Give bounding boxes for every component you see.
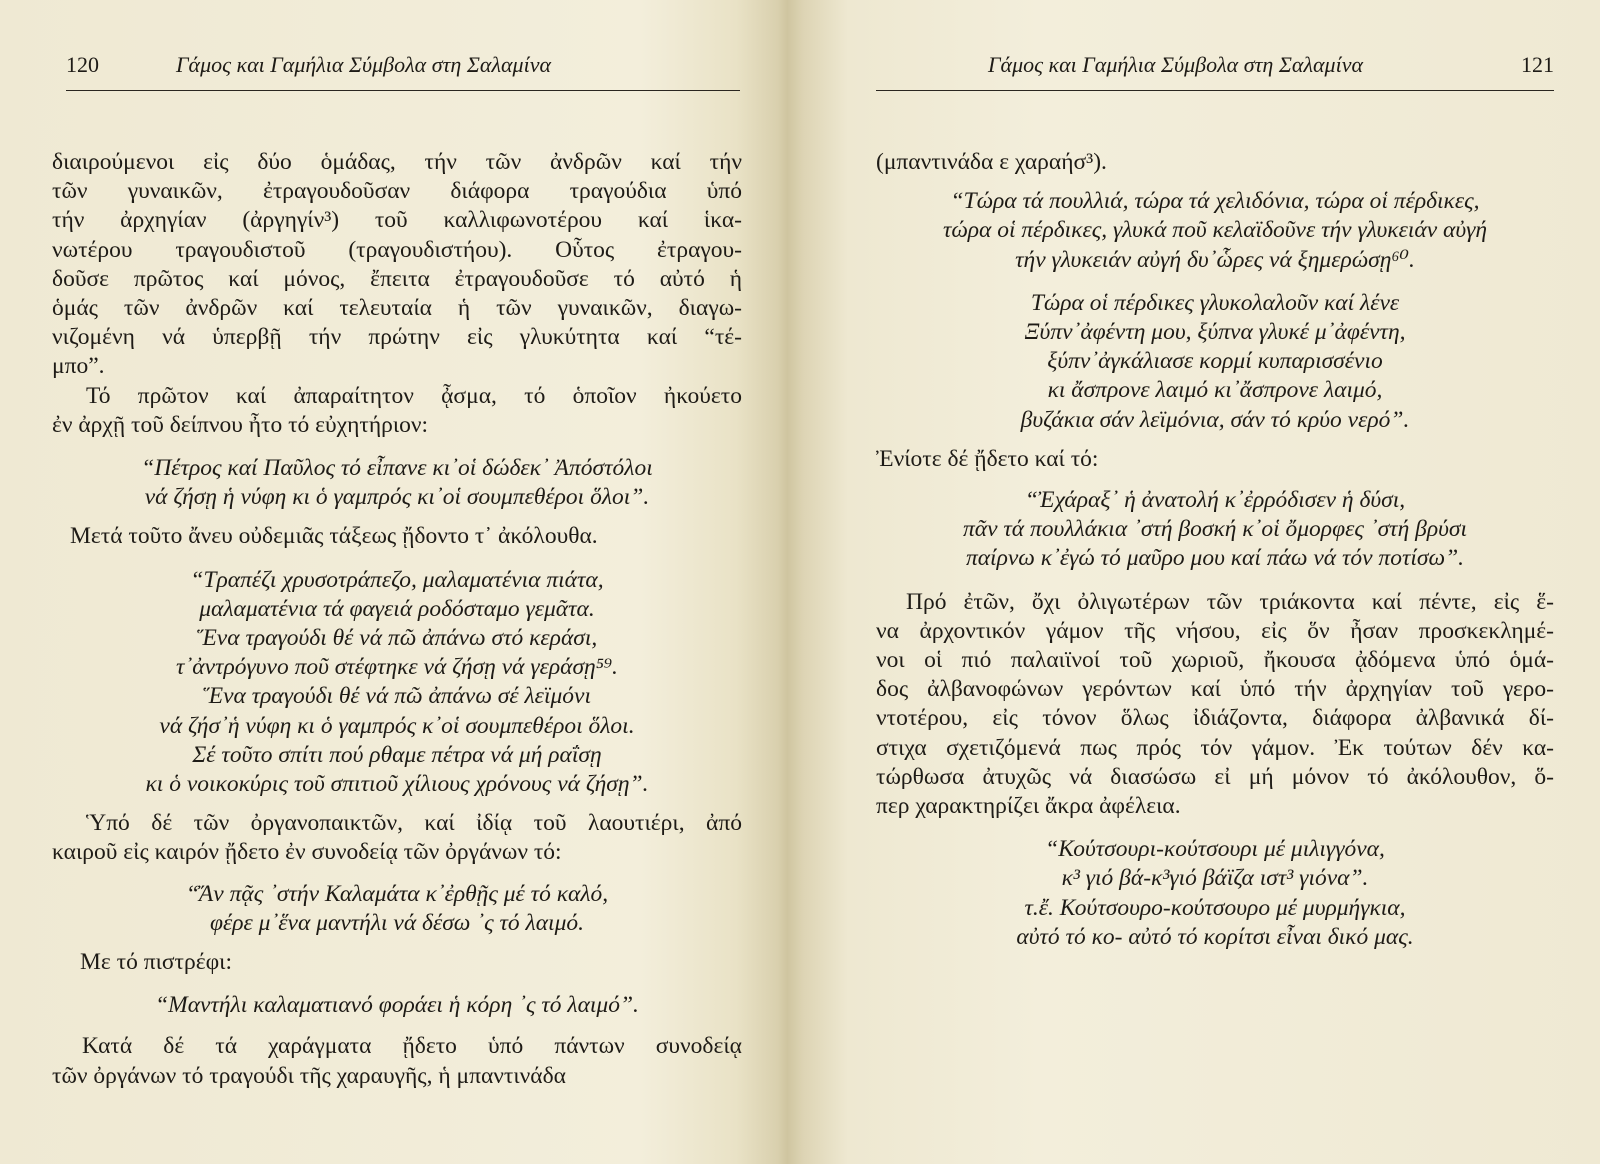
paragraph	[52, 809, 742, 867]
text-line: περ χαρακτηρίζει ἄκρα ἀφέλεια.	[876, 793, 1181, 820]
paragraph	[876, 148, 1554, 177]
text-line: Τό πρῶτον καί ἀπαραίτητον ᾆσμα, τό ὁποῖον ἠκούετο	[86, 382, 742, 409]
verse-line: Ἕνα τραγούδι θέ νά πῶ ἀπάνω στό κεράσι,	[196, 625, 598, 652]
verse-block	[52, 880, 742, 938]
text-line: μπο”.	[52, 353, 105, 380]
text-line: δοῦσε πρῶτος καί μόνος, ἔπειτα ἐτραγουδοῦσε τό αὐτό ἡ	[52, 265, 742, 292]
verse-line: Ἕνα τραγούδι θέ νά πῶ ἀπάνω σέ λεϊμόνι	[203, 683, 591, 710]
text-line: Πρό ἐτῶν, ὄχι ὀλιγωτέρων τῶν τριάκοντα καί πέντε, εἰς ἕ-	[906, 588, 1554, 615]
verse-line: Ξύπν᾽ἀφέντη μου, ξύπνα γλυκέ μ᾽ἀφέντη,	[1024, 319, 1406, 346]
text-line: ἐν ἀρχῇ τοῦ δείπνου ἦτο τό εὐχητήριον:	[52, 411, 429, 438]
text-line: καιροῦ εἰς καιρόν ᾔδετο ἐν συνοδείᾳ τῶν ὀργάνων τό:	[52, 839, 562, 866]
verse-line: Σέ τοῦτο σπίτι πού ρθαμε πέτρα νά μή ραΐσῃ	[192, 741, 602, 768]
verse-line: αὐτό τό κο- αὐτό τό κορίτσι εἶναι δικό μας.	[1016, 923, 1414, 950]
verse-block	[52, 454, 742, 512]
text-line: τήν ἀρχηγίαν (ἀργηγίν³) τοῦ καλλιφωνοτέρου καί ἱκα-	[52, 207, 742, 234]
left-page-body	[52, 148, 742, 1091]
verse-line: τώρα οἱ πέρδικες, γλυκά ποῦ κελαϊδοῦνε τήν γλυκειάν αὐγή	[942, 217, 1488, 244]
verse-line: “Μαντήλι καλαματιανό φοράει ἡ κόρη ᾽ς τό λαιμό”.	[155, 992, 639, 1019]
verse-line: “Πέτρος καί Παῦλος τό εἶπανε κι᾽οἱ δώδεκ᾽ Ἀπόστόλοι	[141, 455, 653, 482]
paragraph	[52, 382, 742, 440]
paragraph	[876, 445, 1554, 474]
verse-line: τ᾽ἀντρόγυνο ποῦ στέφτηκε νά ζήσῃ νά γεράσῃ⁵⁹.	[176, 654, 618, 681]
verse-line: τ.ἔ. Κούτσουρο-κούτσουρο μέ μυρμήγκια,	[1024, 894, 1406, 921]
text-line: διαιρούμενοι εἰς δύο ὁμάδας, τήν τῶν ἀνδρῶν καί τήν	[52, 149, 742, 175]
text-line: Μετά τοῦτο ἄνευ οὐδεμιᾶς τάξεως ᾔδοντο τ᾽ ἀκόλουθα.	[70, 523, 598, 550]
right-page	[810, 0, 1600, 1164]
verse-block	[876, 486, 1554, 574]
verse-line: νά ζήσ᾽ἡ νύφη κι ὁ γαμπρός κ᾽οἱ σουμπεθέροι ὅλοι.	[159, 712, 635, 739]
left-page	[0, 0, 790, 1164]
paragraph	[52, 948, 742, 977]
running-title: Γάμος και Γαμήλια Σύμβολα στη Σαλαμίνα	[988, 52, 1364, 77]
verse-line: τήν γλυκειάν αὐγή δυ᾽ὧρες νά ξημερώσῃ⁶⁰.	[1015, 246, 1415, 273]
verse-line: κι ἄσπρονε λαιμό κι᾽ἄσπρονε λαιμό,	[1047, 377, 1383, 404]
verse-line: μαλαματένια τά φαγειά ροδόσταμο γεμᾶτα.	[199, 595, 595, 622]
verse-block	[52, 566, 742, 800]
verse-line: ξύπν᾽ἀγκάλιασε κορμί κυπαρισσένιο	[1047, 348, 1383, 375]
verse-line: πᾶν τά πουλλάκια ᾽στή βοσκή κ᾽οἱ ὄμορφες ᾽στή βρύσι	[962, 516, 1468, 543]
running-title: Γάμος και Γαμήλια Σύμβολα στη Σαλαμίνα	[176, 52, 552, 77]
text-line: νοι οἱ πιό παλαιϊνοί τοῦ χωριοῦ, ἤκουσα ᾀδόμενα ὑπό ὁμά-	[876, 647, 1554, 674]
right-page-header	[876, 48, 1554, 91]
verse-line: “Κούτσουρι-κούτσουρι μέ μιλιγγόνα,	[1045, 836, 1385, 863]
text-line: Κατά δέ τά χαράγματα ᾔδετο ὑπό πάντων συνοδείᾳ	[82, 1033, 742, 1060]
verse-line: παίρνω κ᾽ἐγώ τό μαῦρο μου καί πάω νά τόν ποτίσω”.	[965, 545, 1465, 572]
text-line: ντοτέρου, εἰς τόνον ὅλως ἰδιάζοντα, διάφορα ἀλβανικά δί-	[876, 705, 1554, 732]
page-number: 120	[66, 52, 99, 77]
text-line: δος ἀλβανοφώνων γερόντων καί ὑπό τήν ἀρχηγίαν τοῦ γερο-	[876, 676, 1554, 703]
text-line: να ἀρχοντικόν γάμον τῆς νήσου, εἰς ὅν ἦσαν προσκεκλημέ-	[876, 617, 1554, 644]
verse-line: φέρε μ᾽ἕνα μαντήλι νά δέσω ᾽ς τό λαιμό.	[209, 909, 585, 936]
page-number: 121	[1521, 52, 1554, 77]
left-page-header	[66, 48, 740, 91]
text-line: Ἐνίοτε δέ ᾔδετο καί τό:	[876, 445, 1099, 472]
verse-block	[876, 289, 1554, 435]
verse-line: “Τραπέζι χρυσοτράπεζο, μαλαματένια πιάτα,	[190, 566, 604, 593]
verse-line: κι ὁ νοικοκύρις τοῦ σπιτιοῦ χίλιους χρόνους νά ζήσῃ”.	[145, 771, 649, 798]
verse-line: βυζάκια σάν λεϊμόνια, σάν τό κρύο νερό”.	[1020, 406, 1410, 433]
text-line: νωτέρου τραγουδιστοῦ (τραγουδιστήου). Οὗτος ἐτραγου-	[52, 236, 742, 263]
right-page-body	[876, 148, 1554, 962]
verse-line: “Τώρα τά πουλλιά, τώρα τά χελιδόνια, τώρα οἱ πέρδικες,	[950, 188, 1480, 215]
text-line: στιχα σχετιζόμενά πως πρός τόν γάμον. Ἐκ τούτων δέν κα-	[876, 734, 1554, 761]
verse-block	[876, 187, 1554, 275]
verse-line: κ³ γιό βά-κ³γιό βάϊζα ιστ³ γιόνα”.	[1061, 865, 1369, 892]
text-line: Ὑπό δέ τῶν ὀργανοπαικτῶν, καί ἰδίᾳ τοῦ λαουτιέρι, ἀπό	[86, 810, 742, 837]
verse-line: “Ἄν πᾷς ᾽στήν Καλαμάτα κ᾽ἐρθῇς μέ τό καλό,	[185, 880, 609, 907]
paragraph	[52, 148, 742, 382]
text-line: Με τό πιστρέφι:	[80, 949, 233, 976]
text-line: τῶν ὀργάνων τό τραγούδι τῆς χαραυγῆς, ἡ μπαντινάδα	[52, 1062, 566, 1089]
text-line: τώρθωσα ἀτυχῶς νά διασώσω εἰ μή μόνον τό ἀκόλουθον, ὅ-	[876, 763, 1554, 790]
verse-line: Τώρα οἱ πέρδικες γλυκολαλοῦν καί λένε	[1030, 289, 1400, 316]
verse-line: νά ζήσῃ ἡ νύφη κι ὁ γαμπρός κι᾽οἱ σουμπεθέροι ὅλοι”.	[144, 484, 650, 511]
verse-block	[52, 991, 742, 1020]
paragraph	[876, 588, 1554, 822]
verse-line: “Ἐχάραξ᾽ ἡ ἀνατολή κ᾽ἐρρόδισεν ἡ δύσι,	[1024, 487, 1406, 514]
paragraph	[52, 522, 742, 551]
text-line: (μπαντινάδα ε χαραήσ³).	[876, 149, 1107, 175]
text-line: νιζομένη νά ὑπερβῇ τήν πρώτην εἰς γλυκύτητα καί “τέ-	[52, 324, 742, 351]
text-line: τῶν γυναικῶν, ἐτραγουδοῦσαν διάφορα τραγούδια ὑπό	[52, 178, 742, 205]
paragraph	[52, 1032, 742, 1090]
verse-block	[876, 835, 1554, 952]
text-line: ὁμάς τῶν ἀνδρῶν καί τελευταία ἡ τῶν γυναικῶν, διαγω-	[52, 295, 742, 322]
